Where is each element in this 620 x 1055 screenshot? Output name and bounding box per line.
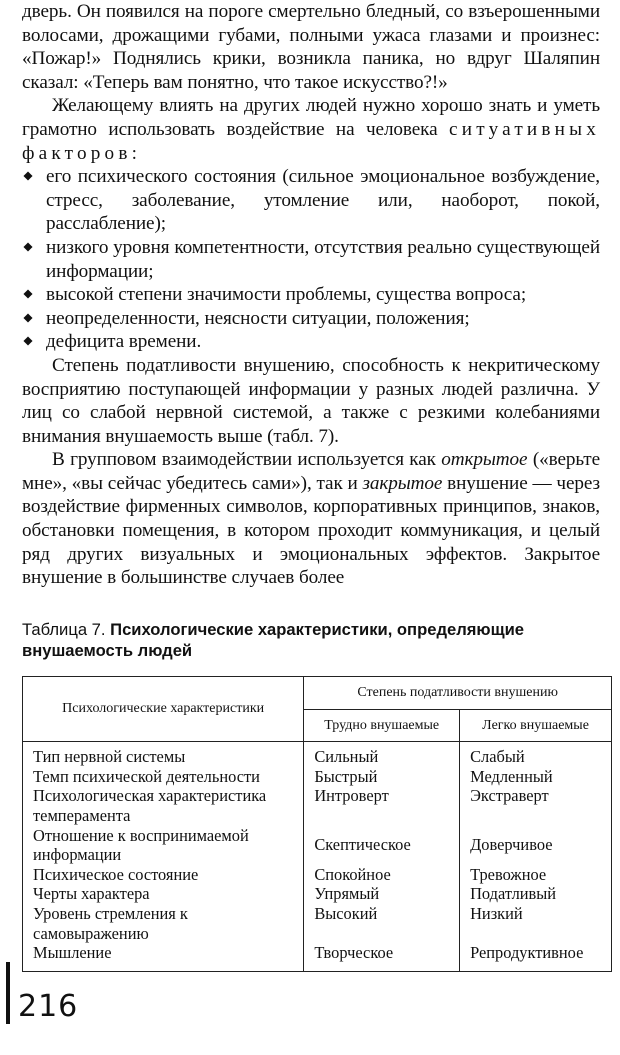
cell-hard: Интроверт <box>304 786 460 825</box>
closed-suggestion-term: закрытое <box>362 472 443 494</box>
paragraph-3: Степень податливости внушению, способность к некритическому восприятию поступающей информации у разных людей различна. У лиц со слабой нервной системой, а также с резкими колебаниями внимания внушаемость выше (табл. 7). <box>22 354 600 447</box>
cell-hard: Упрямый <box>304 884 460 904</box>
table-row <box>23 742 612 767</box>
table-caption-label: Таблица 7. <box>22 620 106 639</box>
list-item <box>22 330 600 354</box>
list-item-text: его психического состояния (сильное эмоциональное возбуждение, стресс, заболевание, утомление или, наоборот, покой, расслабление); <box>46 166 600 235</box>
cell-characteristic: Отношение к воспринимаемой информации <box>23 826 304 865</box>
cell-easy: Тревожное <box>460 865 612 885</box>
list-item <box>22 165 600 236</box>
cell-easy: Слабый <box>460 742 612 767</box>
cell-easy: Низкий <box>460 904 612 943</box>
cell-easy: Податливый <box>460 884 612 904</box>
paragraph-2-intro: Желающему влиять на других людей нужно хорошо знать и уметь грамотно использовать воздействие на человека <box>22 95 600 140</box>
cell-hard: Творческое <box>304 943 460 971</box>
cell-hard: Сильный <box>304 742 460 767</box>
cell-hard: Спокойное <box>304 865 460 885</box>
list-item <box>22 283 600 307</box>
table-caption <box>22 620 612 661</box>
table-row <box>23 786 612 825</box>
situational-factors-term: ситуативных факторов <box>22 118 600 164</box>
cell-characteristic: Темп психической деятельности <box>23 767 304 787</box>
list-item-text: высокой степени значимости проблемы, существа вопроса; <box>46 284 527 306</box>
cell-characteristic: Черты характера <box>23 884 304 904</box>
paragraph-4-part-a: В групповом взаимодействии используется как <box>52 449 436 471</box>
list-item-text: неопределенности, неясности ситуации, положения; <box>46 307 470 329</box>
bullet-icon <box>23 290 32 299</box>
table-row <box>23 884 612 904</box>
paragraph-4 <box>22 448 600 590</box>
header-hard: Трудно внушаемые <box>304 709 460 742</box>
paragraph-4-part-c: внушение — через воздействие фирменных символов, корпоративных принципов, знаков, обстановки помещения, в котором проходит коммуникация, и целый ряд других визуальных и эмоциональных эффектов. Закрытое внушение в большинстве случаев более <box>22 472 600 589</box>
header-easy: Легко внушаемые <box>460 709 612 742</box>
open-suggestion-term: открытое <box>441 449 528 471</box>
list-item <box>22 236 600 283</box>
page-number: 216 <box>18 989 79 1024</box>
list-item <box>22 307 600 331</box>
cell-hard: Высокий <box>304 904 460 943</box>
page-edge-bar <box>6 962 10 1024</box>
table-row <box>23 826 612 865</box>
header-characteristics: Психологические характеристики <box>23 677 304 742</box>
cell-easy: Медленный <box>460 767 612 787</box>
cell-characteristic: Психическое состояние <box>23 865 304 885</box>
list-item-text: дефицита времени. <box>46 331 202 353</box>
table-caption-title: Психологические характеристики, определяющие внушаемость людей <box>22 620 525 660</box>
suggestibility-table <box>22 676 612 972</box>
cell-characteristic: Мышление <box>23 943 304 971</box>
factors-list <box>22 165 600 354</box>
cell-characteristic: Психологическая характеристика темперамента <box>23 786 304 825</box>
paragraph-4-part-b: («верьте мне», «вы сейчас убедитесь сами»), так и <box>22 449 601 494</box>
bullet-icon <box>23 337 32 346</box>
table-row <box>23 904 612 943</box>
body-text <box>22 0 600 590</box>
cell-characteristic: Тип нервной системы <box>23 742 304 767</box>
cell-easy: Репродуктивное <box>460 943 612 971</box>
cell-characteristic: Уровень стремления к самовыражению <box>23 904 304 943</box>
header-degree: Степень податливости внушению <box>304 677 612 710</box>
table-row <box>23 767 612 787</box>
cell-easy: Доверчивое <box>460 826 612 865</box>
cell-hard: Быстрый <box>304 767 460 787</box>
cell-easy: Экстраверт <box>460 786 612 825</box>
cell-hard: Скептическое <box>304 826 460 865</box>
table-row <box>23 943 612 971</box>
bullet-icon <box>23 313 32 322</box>
paragraph-1: дверь. Он появился на пороге смертельно бледный, со взъерошенными волосами, дрожащими губами, полными ужаса глазами и произнес: «Пожар!» Поднялись крики, возникла паника, но вдруг Шаляпин сказал: «Теперь вам понятно, что такое искусство?!» <box>22 1 600 93</box>
table-row <box>23 865 612 885</box>
list-item-text: низкого уровня компетентности, отсутствия реально существующей информации; <box>46 236 600 282</box>
bullet-icon <box>23 172 32 181</box>
paragraph-2-colon: : <box>131 142 137 164</box>
bullet-icon <box>23 242 32 251</box>
paragraph-2 <box>22 94 600 165</box>
